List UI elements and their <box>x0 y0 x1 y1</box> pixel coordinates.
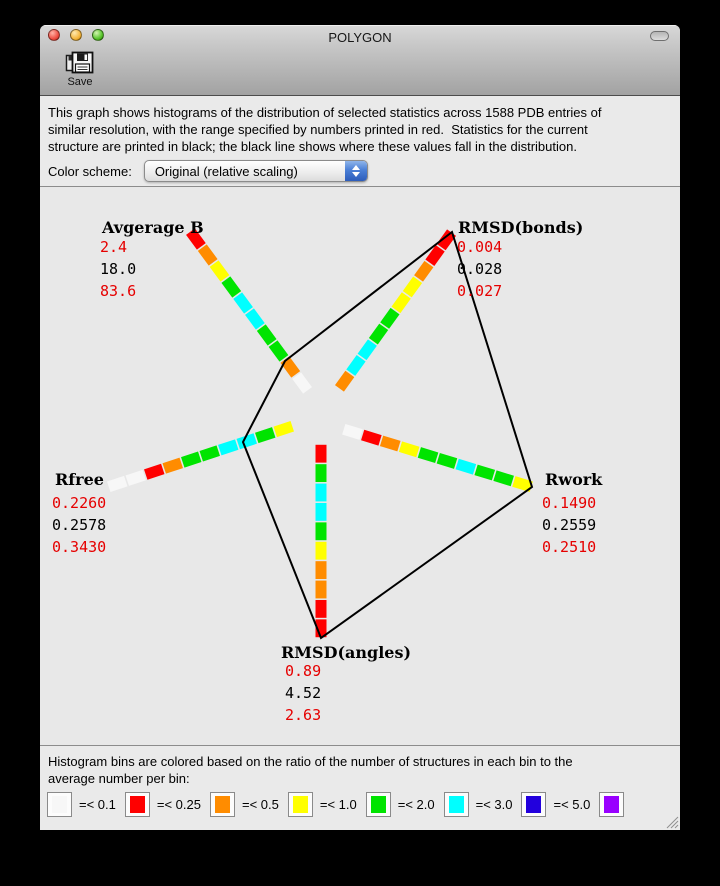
legend-swatch-button-purple[interactable] <box>599 792 624 817</box>
color-scheme-selected-value: Original (relative scaling) <box>154 164 298 179</box>
legend-swatch-button-white[interactable] <box>47 792 72 817</box>
spoke-value-current: 0.028 <box>457 260 503 278</box>
histogram-bin <box>257 432 274 438</box>
polygon-chart <box>40 187 680 745</box>
spoke-value-min: 2.4 <box>100 238 128 256</box>
footer-line: Histogram bins are colored based on the ratio of the number of structures in each bin to the <box>48 754 573 769</box>
legend-label: =< 3.0 <box>475 797 513 812</box>
spoke-value-current: 0.2578 <box>52 516 107 534</box>
color-scheme-dropdown[interactable] <box>144 160 368 182</box>
spoke-value-current: 4.52 <box>285 684 322 702</box>
legend-label: =< 0.5 <box>241 797 279 812</box>
toolbar <box>40 49 680 95</box>
histogram-bin <box>396 295 406 309</box>
spoke-value-current: 0.2559 <box>542 516 597 534</box>
legend-swatch-white <box>52 796 67 813</box>
legend-item-red <box>125 792 201 817</box>
description-line: structure are printed in black; the black line shows where these values fall in the distribution. <box>48 139 577 154</box>
histogram-bin <box>339 374 349 388</box>
histogram-bin <box>457 464 474 469</box>
legend-swatch-yellow <box>293 796 308 813</box>
histogram-bin <box>382 441 399 446</box>
spoke-label: Rwork <box>545 470 603 489</box>
histogram-bin <box>109 481 126 487</box>
legend-swatch-purple <box>604 796 619 813</box>
histogram-bin <box>419 452 436 457</box>
legend-item-green <box>366 792 435 817</box>
spoke-value-current: 18.0 <box>100 260 137 278</box>
plot-panel <box>40 186 680 746</box>
legend-swatch-cyan <box>449 796 464 813</box>
legend-swatch-button-red[interactable] <box>125 792 150 817</box>
histogram-bin <box>385 311 395 325</box>
save-button-label: Save <box>67 76 93 88</box>
legend-label: =< 0.1 <box>79 797 116 812</box>
spoke-value-max: 83.6 <box>100 282 137 300</box>
histogram-bin <box>362 343 372 357</box>
color-scheme-label: Color scheme: <box>48 163 132 179</box>
histogram-bin <box>407 280 417 294</box>
spoke-label: RMSD(angles) <box>281 643 412 662</box>
color-scheme-row <box>48 160 368 182</box>
spoke-value-max: 0.2510 <box>542 538 597 556</box>
window-title: POLYGON <box>328 30 392 45</box>
legend-item-white <box>47 792 116 817</box>
spoke-value-max: 2.63 <box>285 706 322 724</box>
window-chrome <box>40 25 680 96</box>
legend-row <box>47 792 640 817</box>
legend-label: =< 0.25 <box>156 797 201 812</box>
legend-swatch-green <box>371 796 386 813</box>
legend-item-blue <box>521 792 590 817</box>
histogram-bin <box>438 458 455 463</box>
histogram-bin <box>400 447 417 452</box>
toolbar-toggle-pill-button[interactable] <box>650 31 669 41</box>
legend-swatch-blue <box>526 796 541 813</box>
spoke-value-min: 0.89 <box>285 662 322 680</box>
histogram-bin <box>363 435 380 440</box>
histogram-bin <box>373 327 383 341</box>
polygon-window <box>40 25 680 830</box>
save-button[interactable] <box>56 49 104 93</box>
legend-item-cyan <box>444 792 513 817</box>
resize-grip[interactable] <box>665 815 679 829</box>
spoke-value-min: 0.1490 <box>542 494 597 512</box>
histogram-bin <box>220 445 237 451</box>
histogram-bin <box>495 476 512 481</box>
histogram-bin <box>351 358 361 372</box>
histogram-bin <box>275 426 292 432</box>
spoke-label: RMSD(bonds) <box>458 218 584 237</box>
floppy-disk-icon <box>65 49 95 76</box>
histogram-bin <box>164 463 181 469</box>
histogram-bin <box>201 451 218 457</box>
legend-swatch-button-blue[interactable] <box>521 792 546 817</box>
spoke-value-max: 0.3430 <box>52 538 107 556</box>
histogram-bin <box>261 328 272 343</box>
histogram-bin <box>202 248 213 263</box>
title-bar[interactable] <box>40 25 680 49</box>
histogram-bin <box>238 438 255 444</box>
legend-item-purple <box>599 792 631 817</box>
spoke-label: Avgerage B <box>102 218 204 237</box>
histogram-bin <box>514 481 531 486</box>
description-line: This graph shows histograms of the distribution of selected statistics across 1588 PDB entries of <box>48 105 602 120</box>
description-panel <box>40 96 680 186</box>
legend-label: =< 1.0 <box>319 797 357 812</box>
dropdown-arrows-icon <box>345 161 367 181</box>
legend-label: =< 2.0 <box>397 797 435 812</box>
histogram-bin <box>214 264 225 279</box>
spoke-value-min: 0.004 <box>457 238 503 256</box>
legend-swatch-button-cyan[interactable] <box>444 792 469 817</box>
histogram-bin <box>238 296 249 311</box>
legend-swatch-button-yellow[interactable] <box>288 792 313 817</box>
spoke-label: Rfree <box>55 470 104 489</box>
spoke-value-max: 0.027 <box>457 282 503 300</box>
histogram-bin <box>344 429 361 434</box>
histogram-bin <box>430 248 440 262</box>
histogram-bin <box>146 469 163 475</box>
legend-swatch-red <box>130 796 145 813</box>
footer-line: average number per bin: <box>48 771 190 786</box>
histogram-bin <box>476 470 493 475</box>
spoke-value-min: 0.2260 <box>52 494 107 512</box>
footer-panel <box>40 746 680 830</box>
histogram-bin <box>249 312 260 327</box>
histogram-bin <box>285 360 296 375</box>
histogram-bin <box>297 376 308 391</box>
legend-swatch-button-orange[interactable] <box>210 792 235 817</box>
description-line: similar resolution, with the range specified by numbers printed in red. Statistics for the current <box>48 122 588 137</box>
histogram-bin <box>273 344 284 359</box>
histogram-bin <box>127 475 144 481</box>
legend-item-yellow <box>288 792 357 817</box>
legend-swatch-button-green[interactable] <box>366 792 391 817</box>
histogram-bin <box>419 264 429 278</box>
legend-swatch-orange <box>215 796 230 813</box>
legend-label: =< 5.0 <box>553 797 591 812</box>
legend-item-orange <box>210 792 279 817</box>
histogram-bin <box>226 280 237 295</box>
histogram-bin <box>183 457 200 463</box>
